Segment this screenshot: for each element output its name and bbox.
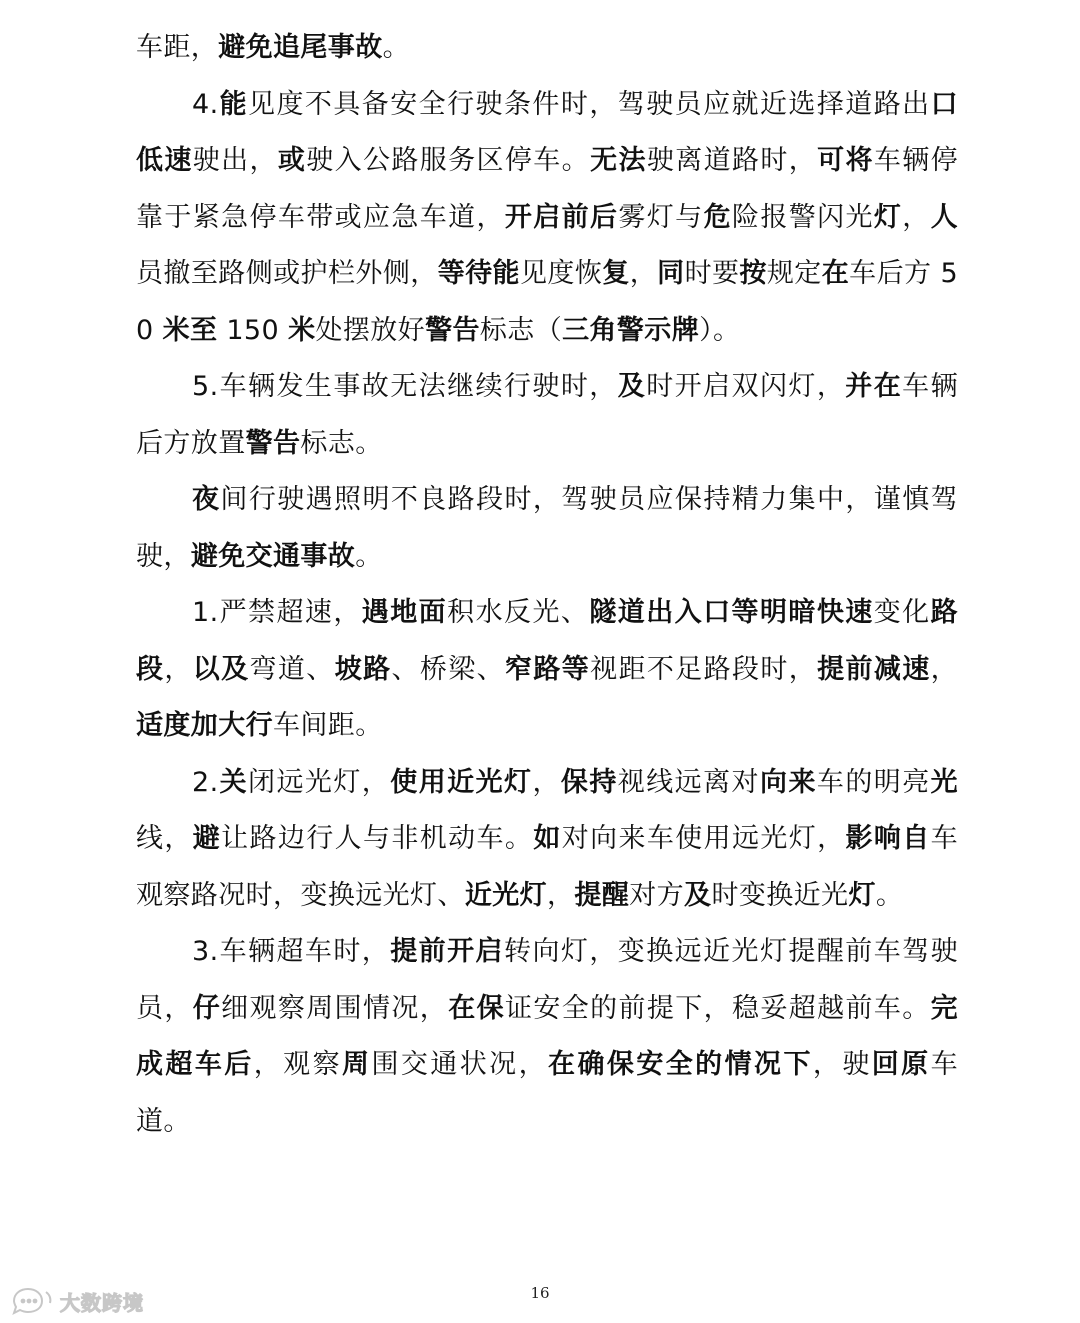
text-run: 4.: [192, 88, 219, 120]
text-run: 150: [217, 314, 289, 346]
bold-text-run: 路段: [136, 597, 959, 685]
text-run: 车的明亮: [816, 766, 931, 798]
page-number: 16: [530, 1284, 550, 1302]
watermark-text: 大数跨境: [60, 1290, 144, 1315]
text-run: 见度恢: [519, 258, 603, 289]
bold-text-run: 复: [602, 258, 630, 289]
bold-text-run: 仔: [192, 992, 222, 1024]
text-run: 时变换近光: [711, 879, 849, 911]
text-run: ，: [629, 258, 658, 289]
bold-text-run: 完成超车后: [136, 992, 959, 1080]
bold-text-run: 无法: [590, 145, 647, 176]
bold-text-run: 按: [739, 258, 767, 289]
text-run: 标志（: [479, 314, 563, 346]
bold-text-run: 口低速: [136, 88, 958, 176]
text-run: 车间距。: [273, 710, 383, 741]
bold-text-run: 回原: [871, 1049, 931, 1080]
text-run: 车辆停靠于紧急停车带或应急车道，: [136, 145, 959, 233]
text-run: 规定: [766, 258, 822, 289]
text-run: 闭远光灯，: [248, 766, 391, 798]
text-run: 积水反光、: [447, 597, 590, 628]
bold-text-run: 米至: [162, 314, 218, 346]
text-run: 变化: [873, 597, 931, 628]
speech-bubble-logo-icon: [10, 1286, 54, 1316]
bold-text-run: 能: [218, 88, 249, 120]
paragraph: [136, 755, 958, 925]
text-run: 标志。: [300, 427, 383, 459]
text-run: ，: [532, 766, 561, 798]
bold-text-run: 及: [684, 879, 712, 911]
text-run: 车后方 50: [136, 258, 959, 346]
text-run: 见度不具备安全行驶条件时，驾驶员应就近选择道路出: [248, 88, 931, 120]
bold-text-run: 关: [218, 766, 249, 798]
bold-text-run: 等待能: [437, 258, 520, 289]
text-run: 对方: [629, 879, 685, 911]
text-run: ，: [164, 653, 193, 685]
text-run: 处摆放好: [315, 314, 426, 346]
bold-text-run: 灯: [848, 879, 876, 911]
text-run: 。: [875, 879, 904, 911]
text-run: 转向灯，变换远近光灯提醒前车驾驶员，: [136, 936, 958, 1024]
text-run: 车观察路况时，变换远光灯、: [136, 823, 959, 911]
text-run: 、桥梁、: [391, 653, 505, 685]
bold-text-run: 及: [617, 371, 647, 402]
bold-text-run: 危: [703, 201, 732, 233]
bold-text-run: 保持: [560, 766, 618, 798]
bold-text-run: 适度加大行: [136, 710, 273, 741]
bold-text-run: 提醒: [574, 879, 630, 911]
text-run: ，: [930, 653, 959, 685]
text-run: 时要: [684, 258, 740, 289]
text-run: ）。: [699, 314, 741, 346]
text-run: 。: [382, 32, 411, 63]
text-run: 弯道、: [249, 653, 335, 685]
bold-text-run: 警告: [425, 314, 480, 346]
watermark: [10, 1284, 144, 1318]
text-run: 车距，: [136, 32, 219, 63]
bold-text-run: 周: [342, 1049, 372, 1080]
bold-text-run: 在: [821, 258, 850, 289]
bold-text-run: 遇地面: [361, 597, 448, 628]
text-run: 车道。: [136, 1049, 959, 1137]
bold-text-run: 提前开启: [390, 936, 504, 967]
bold-text-run: 影响自: [845, 823, 931, 854]
text-run: 对向来车使用远光灯，: [561, 823, 846, 854]
text-run: 3.车辆超车时，: [192, 936, 391, 967]
bold-text-run: 并在: [845, 371, 903, 402]
text-run: 员撤至路侧或护栏外侧，: [136, 258, 438, 289]
bold-text-run: 人: [930, 201, 959, 233]
paragraph: [136, 77, 958, 360]
bold-text-run: 避: [192, 823, 222, 854]
bold-text-run: 避免追尾事故: [218, 32, 383, 63]
bold-text-run: 同: [657, 258, 685, 289]
text-run: 时开启双闪灯，: [646, 371, 846, 402]
text-run: 驶入公路服务区停车。: [306, 145, 591, 176]
text-run: ，驶: [812, 1049, 872, 1080]
document-body: [136, 20, 958, 1150]
bold-text-run: 夜: [192, 484, 221, 515]
bold-text-run: 提前减速: [817, 653, 931, 685]
text-run: 让路边行人与非机动车。: [221, 823, 534, 854]
bold-text-run: 或: [277, 145, 307, 176]
bold-text-run: 在确保安全的情况下: [548, 1049, 813, 1080]
text-run: 视距不足路段时，: [590, 653, 818, 685]
text-run: ，观察: [253, 1049, 343, 1080]
text-run: 2.: [192, 766, 219, 798]
text-run: ，: [547, 879, 575, 911]
text-run: 围交通状况，: [371, 1049, 549, 1080]
text-run: 5.车辆发生事故无法继续行驶时，: [192, 371, 618, 402]
bold-text-run: 灯: [873, 201, 903, 233]
text-run: 驶离道路时，: [646, 145, 818, 176]
bold-text-run: 开启前后: [504, 201, 619, 233]
bold-text-run: 警告: [245, 427, 301, 459]
text-run: 证安全的前提下，稳妥超越前车。: [504, 992, 931, 1024]
bold-text-run: 近光灯: [464, 879, 548, 911]
paragraph: [136, 472, 958, 585]
paragraph: [136, 924, 958, 1150]
paragraph: [136, 359, 958, 472]
bold-text-run: 三角警示牌: [562, 314, 700, 346]
text-run: ，: [902, 201, 931, 233]
bold-text-run: 使用近光灯: [390, 766, 533, 798]
bold-text-run: 向来: [760, 766, 817, 798]
bold-text-run: 可将: [817, 145, 874, 176]
text-run: 1.严禁超速，: [192, 597, 362, 628]
bold-text-run: 在保: [448, 992, 505, 1024]
bold-text-run: 米: [288, 314, 316, 346]
text-run: 雾灯与: [618, 201, 704, 233]
text-run: 视线远离对: [617, 766, 760, 798]
bold-text-run: 坡路: [334, 653, 392, 685]
text-run: 险报警闪光: [731, 201, 874, 233]
text-run: 驶出，: [192, 145, 278, 176]
text-run: 细观察周围情况，: [221, 992, 449, 1024]
bold-text-run: 如: [533, 823, 562, 854]
bold-text-run: 以及: [192, 653, 250, 685]
bold-text-run: 避免交通事故: [190, 540, 356, 572]
bold-text-run: 隧道出入口等明暗快速: [589, 597, 874, 628]
bold-text-run: 光: [930, 766, 959, 798]
paragraph: [136, 20, 958, 77]
bold-text-run: 窄路等: [504, 653, 591, 685]
text-run: 。: [355, 540, 383, 572]
text-run: 线，: [136, 823, 193, 854]
text-run: 间行驶遇照明不良路段时，驾驶员应保持精力集中，谨慎驾驶，: [136, 484, 959, 572]
paragraph: [136, 585, 958, 755]
text-run: 车辆后方放置: [136, 371, 958, 459]
